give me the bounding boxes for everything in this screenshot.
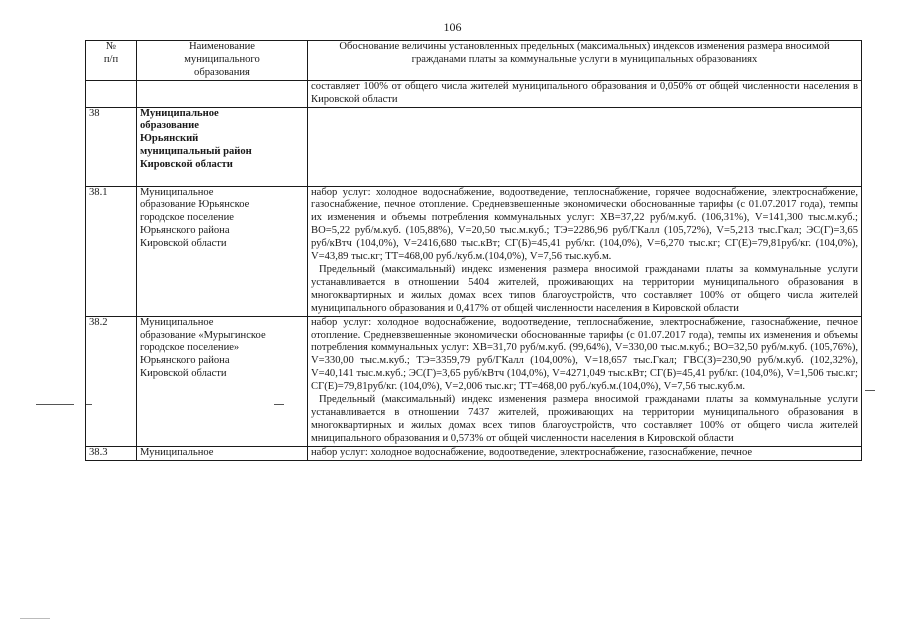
scan-artifact-line <box>86 404 92 405</box>
row-number: 38.1 <box>86 186 137 316</box>
row-index-text: Предельный (максимальный) индекс изменения размера вносимой гражданами платы за коммунальные услуги устанавливается в отношении 5404 жителей, проживающих на территории муниципального образования в многоквартирных и жилых домах всех типов благоустройств, что составляет 100% от общего числа жителей муниципального образования и 0,417% от общей численности населения в Кировской области <box>311 263 858 314</box>
table-header-row <box>86 41 862 81</box>
table-row <box>86 316 862 446</box>
scan-artifact-line <box>865 390 875 391</box>
scan-artifact-line <box>274 404 284 405</box>
table-row <box>86 186 862 316</box>
row-number <box>86 80 137 107</box>
row-number: 38.3 <box>86 446 137 460</box>
row-municipality: Муниципальное образование Юрьянское городское поселение Юрьянского района Кировской области <box>137 186 308 316</box>
row-justification <box>308 446 862 460</box>
row-justification <box>308 186 862 316</box>
row-justification <box>308 316 862 446</box>
row-municipality: Муниципальное образование «Мурыгинское городское поселение» Юрьянского района Кировской области <box>137 316 308 446</box>
row-number: 38 <box>86 107 137 186</box>
row-municipality-cut: Муниципальное <box>140 446 214 458</box>
table-row <box>86 446 862 460</box>
table-row <box>86 80 862 107</box>
row-justification-text: составляет 100% от общего числа жителей муниципального образования и 0,050% от общей численности населения в Кировской области <box>311 80 858 105</box>
row-municipality: Муниципальное образование Юрьянский муниципальный район Кировской области <box>137 107 308 186</box>
page-number: 106 <box>443 20 462 34</box>
scan-artifact-line <box>20 618 50 619</box>
row-justification-text: набор услуг: холодное водоснабжение, водоотведение, электроснабжение, газоснабжение, печное <box>311 446 753 458</box>
row-justification <box>308 80 862 107</box>
header-municipality: Наименование муниципального образования <box>137 41 308 81</box>
row-index-text: Предельный (максимальный) индекс изменения размера вносимой гражданами платы за коммунальные услуги устанавливается в отношении 7437 жителей, проживающих на территории муниципального образования в многоквартирных и жилых домах всех типов благоустройств, что составляет 100% от общего числа жителей мниципального образования и 0,573% от общей численности населения в Кировской области <box>311 394 858 444</box>
row-municipality <box>137 80 308 107</box>
header-justification: Обоснование величины установленных предельных (максимальных) индексов изменения размера вносимой гражданами платы за коммунальные услуги в муниципальных образованиях <box>308 41 862 81</box>
row-number: 38.2 <box>86 316 137 446</box>
header-number: № п/п <box>86 41 137 81</box>
table-row <box>86 107 862 186</box>
scan-artifact-line <box>36 404 74 405</box>
row-justification-text: набор услуг: холодное водоснабжение, водоотведение, теплоснабжение, горячее водоснабжение, электроснабжение, газоснабжение, печное отопление. Средневзвешенные экономически обоснованные тарифы (с 01.07.2017 года), темпы их изменения и объемы потребления коммунальных услуг: ХВ=37,22 руб/м.куб. (106,31%), V=141,300 тыс.м.куб.; ВО=5,22 руб/м.куб. (105,88%), V=20,50 тыс.м.куб.; ТЭ=2286,96 руб/ГКалл (105,72%), V=5,213 тыс.Гкал; ЭС(Г)=3,65 руб/кВтч (104,0%), V=2416,680 тыс.кВт; СГ(Б)=45,41 руб/кг. (104,0%), V=6,270 тыс.кг; СГ(Е)=79,81руб/кг. (104,0%), V=43,89 тыс.кг; ТТ=468,00 руб./куб.м.(104,0%), V=7,56 тыс.куб.м. <box>311 186 858 263</box>
row-municipality <box>137 446 308 460</box>
row-justification-text: набор услуг: холодное водоснабжение, водоотведение, теплоснабжение, электроснабжение, газоснабжение, печное отопление. Средневзвешенные экономически обоснованные тарифы (с 01.07.2017 года), темпы их изменения и объемы потребления коммунальных услуг: ХВ=31,70 руб/м.куб. (99,64%), V=330,00 тыс.м.куб.; ВО=32,50 руб/м.куб. (105,76%), V=330,00 тыс.м.куб.; ТЭ=3359,79 руб/ГКалл (104,00%), V=18,657 тыс.Гкал; ГВС(З)=230,90 руб/м.куб. (102,32%), V=40,141 тыс.м.куб.; ЭС(Г)=3,65 руб/кВтч (104,0%), V=4271,049 тыс.кВт; СГ(Б)=45,41 руб/кг. (104,0%), V=1,506 тыс.кг; СГ(Е)=79,81руб/кг. (104,0%), V=2,006 тыс.кг; ТТ=468,00 руб./куб.м.(104,0%), V=7,56 тыс.куб.м. <box>311 316 858 393</box>
row-justification <box>308 107 862 186</box>
tariff-table <box>85 40 862 461</box>
